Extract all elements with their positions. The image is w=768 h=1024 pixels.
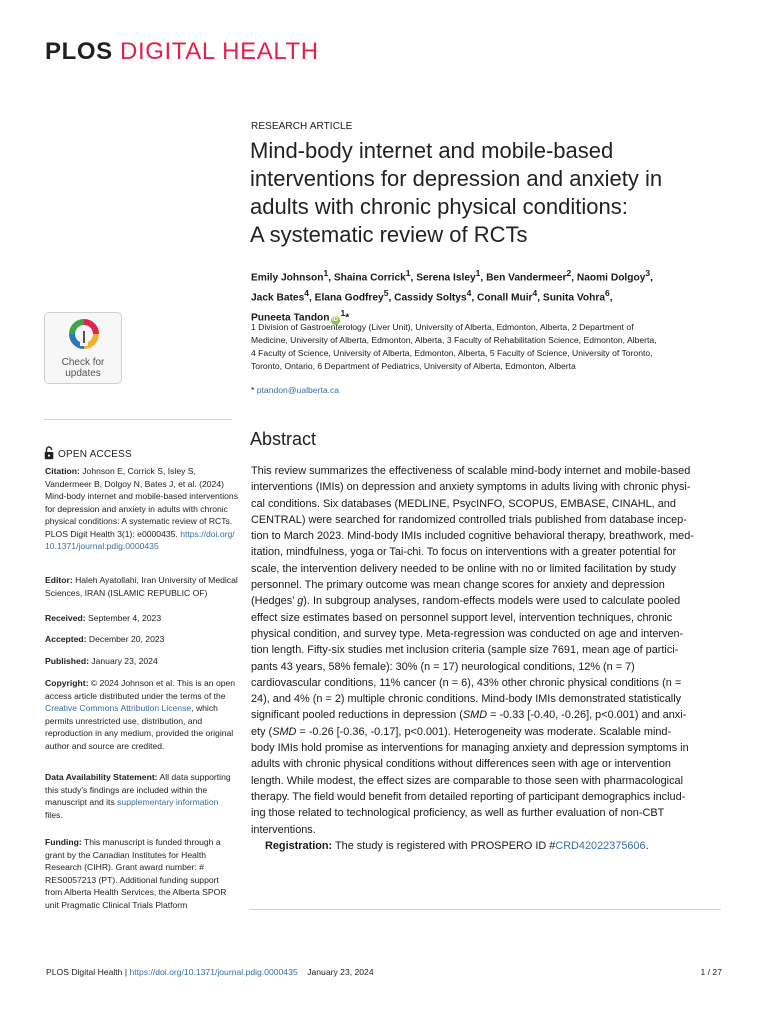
registration-line [251, 838, 731, 854]
abstract-line: scale, the intervention delivery needed to be online with no or limited facilitation by study [251, 562, 676, 575]
badge-line2: updates [65, 368, 101, 379]
check-for-updates-icon [69, 319, 99, 349]
abstract-line: ety (SMD = -0.26 [-0.36, -0.17], p<0.001). Heterogeneity was moderate. Scalable mind- [251, 725, 672, 738]
affiliation-line: Toronto, Ontario, 6 Department of Pediatrics, University of Alberta, Edmonton, Alberta [251, 361, 576, 371]
copyright-block [45, 677, 240, 752]
author-name[interactable]: Sunita Vohra [542, 292, 605, 304]
author-affil-sup: 4 [304, 287, 309, 298]
funding-text: from Alberta Health Services, the Alberta SPOR [45, 887, 227, 897]
abstract-line: personnel. The primary outcome was mean change scores for anxiety and depression [251, 579, 665, 592]
published-label: Published: [45, 656, 89, 666]
open-access-label: OPEN ACCESS [58, 449, 132, 460]
abstract-line: adults with chronic physical conditions without differences seen with age or intervention [251, 758, 671, 771]
author-name[interactable]: Ben Vandermeer [486, 272, 567, 284]
funding-text: grant by the Canadian Institutes for Health [45, 849, 206, 860]
logo-prefix: PLOS [45, 38, 113, 65]
sidebar-divider [44, 419, 232, 420]
author-list: Emily Johnson$^1$, Shaina Corrick$^1$, Serena Isley$^1$, Ben Vandermeer$^2$, Naomi Dolgoy$^3$, Jack Bates$^4$, Elana Godfrey$^5$, Cassidy Soltys$^4$, Conall Muir$^4$, Sunita Vohra$^6$, Puneeta Tandon $iD^1*$ [251, 268, 653, 324]
data-availability-text: manuscript and its [45, 797, 118, 807]
copyright-text: © 2024 Johnson et al. This is an open [88, 678, 236, 688]
published-date [45, 655, 240, 668]
author-name[interactable]: Conall Muir [477, 292, 533, 304]
accepted-date [45, 633, 240, 646]
abstract-line: therapy. The field would benefit from detailed reporting of participant demographics includ- [251, 790, 686, 803]
abstract-line: significant pooled reductions in depression (SMD = -0.33 [-0.40, -0.26], p<0.001) and anxi- [251, 709, 687, 722]
author-affil-sup: 2 [566, 268, 572, 278]
registration-end: . [645, 839, 649, 852]
citation-text: Mind-body internet and mobile-based interventions [45, 491, 238, 501]
received-value: September 4, 2023 [85, 613, 162, 623]
citation-block [45, 465, 240, 553]
footer-doi-link[interactable]: https://doi.org/10.1371/journal.pdig.0000435 [129, 967, 298, 977]
license-link[interactable]: Creative Commons Attribution License [45, 703, 192, 713]
abstract-line: cardiovascular conditions, 11% cancer (n = 6), 43% other chronic physical conditions (n = [251, 676, 682, 689]
author-affil-sup: 5 [383, 287, 389, 298]
affiliation-line: 1 Division of Gastroenterology (Liver Unit), University of Alberta, Edmonton, Alberta, 2 Department of [251, 322, 634, 332]
abstract-line: 24), and 4% (n = 2) multiple chronic conditions. Mind-body IMIs demonstrated statistically [251, 693, 682, 706]
abstract-line: tion to March 2023. Mind-body IMIs included cognitive behavioral therapy, breathwork, med- [251, 530, 694, 543]
author-name[interactable]: Shaina Corrick [333, 272, 406, 284]
abstract-divider [250, 909, 721, 910]
affiliation-line: Medicine, University of Alberta, Edmonton, Alberta, 3 Faculty of Rehabilitation Science, Edmonton, Alberta, [251, 335, 657, 345]
author-affil-sup: 1 [340, 307, 346, 318]
affiliations [251, 321, 721, 373]
author-affil-sup: 1 [405, 268, 411, 278]
journal-logo [45, 40, 319, 64]
author-affil-sup: 3 [645, 268, 651, 278]
abstract-line: CENTRAL) were searched for randomized controlled trials published from database incep- [251, 513, 687, 526]
title-line: A systematic review of RCTs [250, 222, 528, 247]
author-affil-sup: 1 [475, 268, 481, 278]
citation-text: for depression and anxiety in adults with chronic [45, 503, 228, 514]
copyright-text: author and source are credited. [45, 740, 165, 751]
funding-text: RES0057213 (PT). Additional funding support [45, 874, 219, 885]
data-availability-label: Data Availability Statement: [45, 772, 158, 782]
abstract-line: interventions. [251, 823, 316, 836]
abstract-line: cal conditions. Six databases (MEDLINE, PsycINFO, SCOPUS, EMBASE, CINAHL, and [251, 497, 676, 510]
abstract-line: interventions (IMIs) on depression and anxiety symptoms in adults living with chronic physi- [251, 481, 691, 494]
footer-journal: PLOS Digital Health [46, 967, 123, 977]
author-name[interactable]: Elana Godfrey [314, 292, 384, 304]
funding-label: Funding: [45, 837, 82, 847]
funding-text: This manuscript is funded through a [81, 837, 221, 847]
title-line: Mind-body internet and mobile-based [250, 138, 614, 163]
author-affil-sup: 1 [323, 268, 329, 278]
copyright-text: access article distributed under the terms of the [45, 690, 226, 701]
footer-date: January 23, 2024 [307, 967, 374, 977]
author-name[interactable]: Serena Isley [416, 272, 476, 284]
logo-name: DIGITAL HEALTH [120, 38, 319, 65]
orcid-icon[interactable]: iD [332, 317, 338, 324]
abstract-line: length. While modest, the effect sizes are comparable to those seen with pharmacological [251, 774, 684, 787]
abstract-line: physical condition, and survey type. Meta-regression was conducted on age and interven- [251, 627, 684, 640]
data-availability-text: All data supporting [157, 772, 231, 782]
supplementary-link[interactable]: supplementary information [117, 797, 219, 807]
copyright-text: reproduction in any medium, provided the original [45, 728, 234, 738]
registration-text: The study is registered with PROSPERO ID # [332, 839, 556, 852]
editor-text: Haleh Ayatollahi, Iran University of Medical [72, 575, 238, 585]
author-name[interactable]: Cassidy Soltys [394, 292, 467, 304]
editor-label: Editor: [45, 575, 73, 585]
data-availability-text: this study’s findings are included within the [45, 784, 208, 795]
open-lock-icon [44, 446, 54, 460]
article-type: RESEARCH ARTICLE [251, 121, 353, 132]
received-label: Received: [45, 613, 86, 623]
title-line: interventions for depression and anxiety in [250, 166, 663, 191]
email-mark: * [251, 385, 255, 395]
funding-block [45, 836, 240, 911]
author-name[interactable]: Naomi Dolgoy [576, 272, 646, 284]
data-availability-text: files. [45, 809, 63, 820]
page-footer [46, 967, 374, 977]
abstract-line: ing those related to technological proficiency, as well as further evaluation of non-CBT [251, 807, 665, 820]
accepted-value: December 20, 2023 [86, 634, 165, 644]
editor-text: Sciences, IRAN (ISLAMIC REPUBLIC OF) [45, 587, 208, 598]
check-for-updates-badge[interactable] [44, 312, 122, 384]
abstract-line: This review summarizes the effectiveness of scalable mind-body internet and mobile-based [251, 465, 691, 477]
editor-block [45, 574, 240, 599]
citation-text: PLOS Digit Health 3(1): e0000435. [45, 528, 181, 539]
citation-text: Johnson E, Corrick S, Isley S, [79, 466, 196, 476]
abstract-line: effect size estimates based on personnel support level, intervention techniques, chronic [251, 611, 673, 624]
citation-label: Citation: [45, 466, 80, 476]
citation-doi-link[interactable]: 10.1371/journal.pdig.0000435 [45, 541, 159, 551]
accepted-label: Accepted: [45, 634, 87, 644]
author-affil-sup: 4 [466, 287, 472, 298]
corresponding-email [251, 385, 339, 395]
title-line: adults with chronic physical conditions: [250, 194, 628, 219]
copyright-text: permits unrestricted use, distribution, and [45, 715, 203, 726]
funding-text: unit Pragmatic Clinical Trials Platform [45, 899, 188, 910]
author-name[interactable]: Emily Johnson [251, 272, 324, 284]
open-access [44, 446, 132, 460]
registration-label: Registration: [265, 839, 333, 852]
author-affil-sup: 6 [604, 287, 610, 298]
abstract-line: itation, mindfulness, yoga or Tai-chi. To focus on interventions with a greater potential for [251, 546, 677, 559]
copyright-text: , which [191, 703, 218, 713]
received-date [45, 612, 240, 625]
citation-doi-link[interactable]: https://doi.org/ [180, 528, 235, 539]
author-name[interactable]: Jack Bates [251, 292, 305, 304]
author-name[interactable]: Puneeta Tandon [251, 312, 330, 324]
prospero-link[interactable]: CRD42022375606 [555, 839, 646, 852]
abstract-line: (Hedges’ g). In subgroup analyses, random-effects models were used to calculate pooled [251, 595, 681, 608]
published-value: January 23, 2024 [88, 656, 158, 666]
abstract-line: pants 43 years, 58% female): 30% (n = 17) neurological conditions, 12% (n = 7) [251, 660, 635, 673]
abstract-heading: Abstract [250, 429, 317, 449]
abstract-body [251, 463, 731, 854]
copyright-label: Copyright: [45, 678, 89, 688]
funding-text: Research (CIHR). Grant award number: # [45, 862, 205, 872]
author-affil-sup: 4 [532, 287, 538, 298]
abstract-line: tion length. Fifty-six studies met inclusion criteria (sample size 7691, mean age of partici- [251, 644, 679, 657]
page-number: 1 / 27 [700, 967, 722, 977]
corresponding-mark: * [345, 312, 350, 324]
citation-text: Vandermeer B, Dolgoy N, Bates J, et al. (2024) [45, 478, 224, 489]
badge-line1: Check for [61, 357, 105, 368]
footer-separator: | [122, 967, 130, 977]
email-link[interactable]: ptandon@ualberta.ca [256, 385, 340, 395]
abstract-line: body IMIs hold promise as interventions for managing anxiety and depression symptoms in [251, 742, 689, 755]
article-title [250, 137, 720, 249]
data-availability-block [45, 771, 240, 821]
citation-text: physical conditions: A systematic review of RCTs. [45, 516, 233, 526]
affiliation-line: 4 Faculty of Science, University of Alberta, Edmonton, Alberta, 5 Faculty of Science, University of Toronto, [251, 348, 653, 358]
